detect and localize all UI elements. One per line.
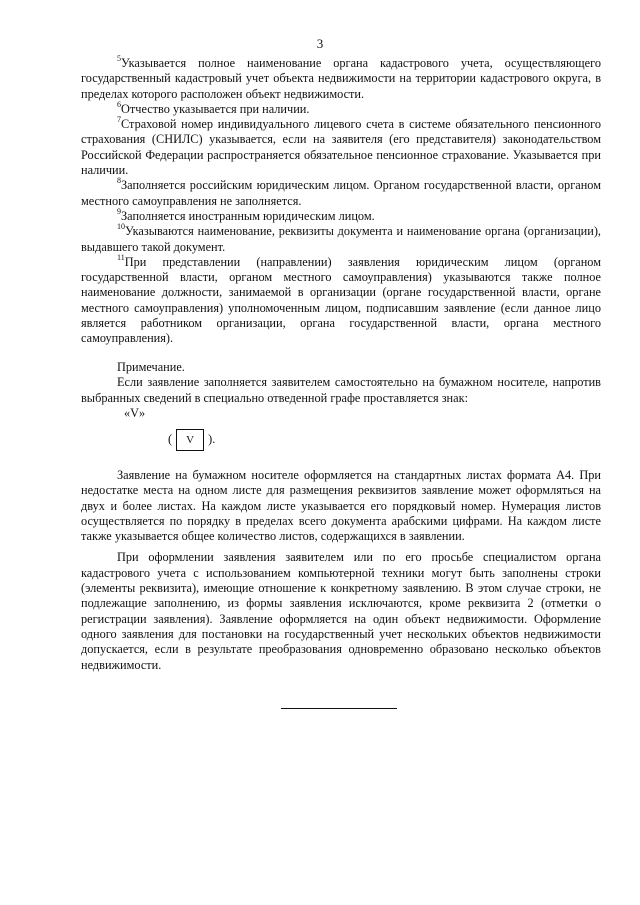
footnote-10	[81, 224, 601, 255]
paragraph-paper-format: Заявление на бумажном носителе оформляется на стандартных листах формата А4. При недостатке места на одном листе для размещения реквизитов заявление может оформляться на двух и более листах. На каждом листе указывается его порядковый номер. Нумерация листов осуществляется по порядку в пределах всего документа арабскими цифрами. На каждом листе также указывается общее количество листов, содержащихся в заявлении.	[81, 468, 601, 544]
footnote-6	[81, 99, 601, 117]
footnote-text: Указываются наименование, реквизиты документа и наименование органа (организации), выдавшего такой документ.	[81, 224, 601, 254]
footnote-number: 5	[117, 53, 121, 63]
footnote-number: 6	[117, 99, 121, 109]
note-text: Если заявление заполняется заявителем самостоятельно на бумажном носителе, напротив выбранных сведений в специально отведенной графе проставляется знак:	[81, 375, 601, 405]
footnote-8	[81, 178, 601, 209]
body-text-section	[81, 468, 601, 673]
footnote-number: 8	[117, 176, 121, 186]
footnote-text: Страховой номер индивидуального лицевого счета в системе обязательного пенсионного страхования (СНИЛС) указывается, если на заявителя (его представителя) законодательством Российской Федерации распространяется обязательное пенсионное страхование. Указывается при наличии.	[81, 117, 601, 178]
footnote-text: Отчество указывается при наличии.	[121, 101, 310, 116]
paren-open: (	[168, 432, 173, 446]
note-title: Примечание.	[117, 360, 185, 374]
footnote-number: 10	[117, 222, 125, 232]
page-number: 3	[316, 36, 324, 51]
footnotes-section	[81, 53, 601, 347]
end-divider-line	[281, 708, 397, 709]
note-section	[81, 360, 601, 421]
footnote-text: Заполняется российским юридическим лицом. Органом государственной власти, органом местного самоуправления не заполняется.	[81, 178, 601, 208]
check-mark: V	[186, 434, 195, 447]
paragraph-computer-fill: При оформлении заявления заявителем или по его просьбе специалистом органа кадастрового учета с использованием компьютерной техники могут быть заполнены строки (элементы реквизита), имеющие отношение к конкретному заявлению. В этом случае строки, не подлежащие заполнению, из формы заявления исключаются, кроме реквизита 2 (отметки о регистрации заявления). Заявление оформляется на один объект недвижимости. Оформление одного заявления для постановки на государственный учет нескольких объектов недвижимости допускается, если в результате преобразования одновременно образовано несколько объектов недвижимости.	[81, 550, 601, 672]
footnote-text: Указывается полное наименование органа кадастрового учета, осуществляющего государственный кадастровый учет объекта недвижимости на территории кадастрового округа, в пределах которого расположен объект недвижимости.	[81, 56, 601, 101]
footnote-number: 11	[117, 252, 125, 262]
footnote-number: 7	[117, 115, 121, 125]
footnote-7	[81, 117, 601, 178]
paren-close: ).	[208, 432, 216, 446]
footnote-number: 9	[117, 206, 121, 216]
footnote-text: При представлении (направлении) заявления юридическим лицом (органом государственной власти, органом местного самоуправления) указываются также полное наименование должности, занимаемой в организации (органе государственной власти, органе местного самоуправления) уполномоченным лицом, подписавшим заявление (если данное лицо является работником организации, органа государственной власти, органа местного самоуправления).	[81, 254, 601, 346]
footnote-5	[81, 53, 601, 102]
check-sign: «V»	[124, 405, 146, 420]
checkbox-mark-box	[176, 429, 204, 451]
checkbox-sample	[168, 428, 215, 450]
footnote-9	[81, 206, 601, 224]
footnote-11	[81, 252, 601, 347]
footnote-text: Заполняется иностранным юридическим лицом.	[121, 208, 375, 223]
